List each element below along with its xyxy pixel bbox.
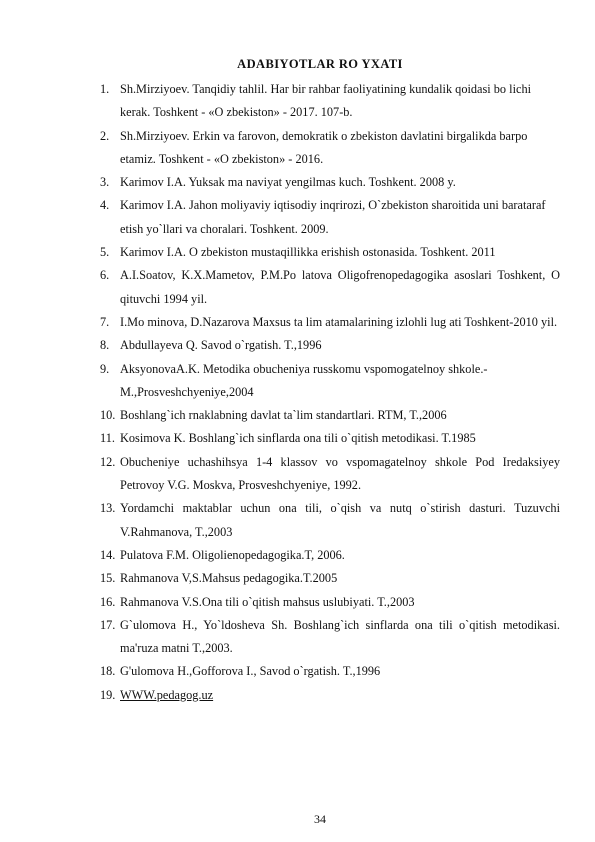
reference-item [100, 264, 560, 311]
reference-number: 8. [100, 338, 110, 353]
reference-item [100, 684, 560, 707]
reference-number: 11. [100, 431, 115, 446]
reference-item [100, 660, 560, 683]
reference-number: 7. [100, 314, 110, 329]
reference-item [100, 311, 560, 334]
reference-text: G'ulomova H.,Gofforova I., Savod o`rgatish. T.,1996 [120, 664, 381, 679]
reference-list [100, 78, 560, 707]
page-number: 34 [314, 812, 326, 826]
reference-number: 2. [100, 128, 110, 143]
reference-text: Rahmanova V.S.Ona tili o`qitish mahsus uslubiyati. T.,2003 [120, 594, 415, 609]
reference-number: 17. [100, 617, 116, 632]
reference-item [100, 125, 560, 172]
reference-text: Karimov I.A. O zbekiston mustaqillikka erishish ostonasida. Toshkent. 2011 [120, 245, 496, 260]
website-link[interactable]: WWW.pedagog.uz [120, 687, 214, 702]
reference-number: 6. [100, 268, 110, 283]
reference-text: Abdullayeva Q. Savod o`rgatish. T.,1996 [120, 338, 322, 353]
reference-number: 3. [100, 175, 110, 190]
reference-item [100, 451, 560, 498]
reference-text: A.I.Soatov, K.X.Mametov, P.M.Po latova Oligofrenopedagogika asoslari Toshkent, O qituvchi 1994 yil. [120, 268, 560, 306]
reference-item [100, 334, 560, 357]
reference-item [100, 78, 560, 125]
reference-number: 14. [100, 547, 116, 562]
reference-text: Karimov I.A. Yuksak ma naviyat yengilmas kuch. Toshkent. 2008 y. [120, 175, 456, 190]
reference-text: Rahmanova V,S.Mahsus pedagogika.T.2005 [120, 571, 338, 586]
reference-number: 9. [100, 361, 110, 376]
reference-number: 12. [100, 454, 116, 469]
reference-number: 18. [100, 664, 116, 679]
page-title: ADABIYOTLAR RO YXATI [237, 57, 403, 71]
reference-text: Obucheniye uchashihsya 1-4 klassov vo vspomagatelnoy shkole Pod Iredaksiyey Petrovoy V.G. Moskva, Prosveshchyeniye, 1992. [120, 454, 560, 493]
reference-item [100, 358, 560, 405]
reference-text: G`ulomova H., Yo`ldosheva Sh. Boshlang`ich sinflarda ona tili o`qitish metodikasi. ma'ruza matni T.,2003. [120, 617, 560, 656]
reference-item [100, 171, 560, 194]
reference-text: Sh.Mirziyoev. Tanqidiy tahlil. Har bir rahbar faoliyatining kundalik qoidasi bo lichi kerak. Toshkent - «O zbekiston» - 2017. 107-b. [120, 82, 532, 120]
reference-number: 10. [100, 408, 116, 423]
reference-item [100, 427, 560, 450]
reference-number: 5. [100, 245, 110, 260]
reference-item [100, 567, 560, 590]
reference-item [100, 194, 560, 241]
reference-item [100, 591, 560, 614]
reference-number: 4. [100, 198, 110, 213]
reference-text: Kosimova K. Boshlang`ich sinflarda ona tili o`qitish metodikasi. T.1985 [120, 431, 476, 446]
reference-number: 16. [100, 594, 116, 609]
reference-number: 19. [100, 687, 116, 702]
reference-text: I.Mo minova, D.Nazarova Maxsus ta lim atamalarining izlohli lug ati Toshkent-2010 yil. [120, 314, 558, 329]
reference-item [100, 404, 560, 427]
reference-text: AksyonovaA.K. Metodika obucheniya russkomu vspomogatelnoy shkole.- M.,Prosveshchyeniye,2004 [120, 361, 488, 399]
reference-item [100, 497, 560, 544]
reference-item [100, 544, 560, 567]
reference-item [100, 241, 560, 264]
reference-text [120, 684, 560, 707]
reference-text: Yordamchi maktablar uchun ona tili, o`qish va nutq o`stirish dasturi. Tuzuvchi V.Rahmanova, T.,2003 [120, 501, 560, 539]
reference-text: Boshlang`ich rnaklabning davlat ta`lim standartlari. RTM, T.,2006 [120, 408, 447, 423]
reference-text: Pulatova F.M. Oligolienopedagogika.T, 2006. [120, 547, 345, 562]
reference-item [100, 614, 560, 661]
reference-text: Sh.Mirziyoev. Erkin va farovon, demokratik o zbekiston davlatini birgalikda barpo etamiz. Toshkent - «O zbekiston» - 2016. [120, 128, 528, 166]
reference-number: 1. [100, 82, 110, 96]
reference-number: 13. [100, 501, 116, 516]
reference-text: Karimov I.A. Jahon moliyaviy iqtisodiy inqrirozi, O`zbekiston sharoitida uni barataraf etish yo`llari va choralari. Toshkent. 2009. [120, 198, 546, 236]
reference-number: 15. [100, 571, 116, 586]
